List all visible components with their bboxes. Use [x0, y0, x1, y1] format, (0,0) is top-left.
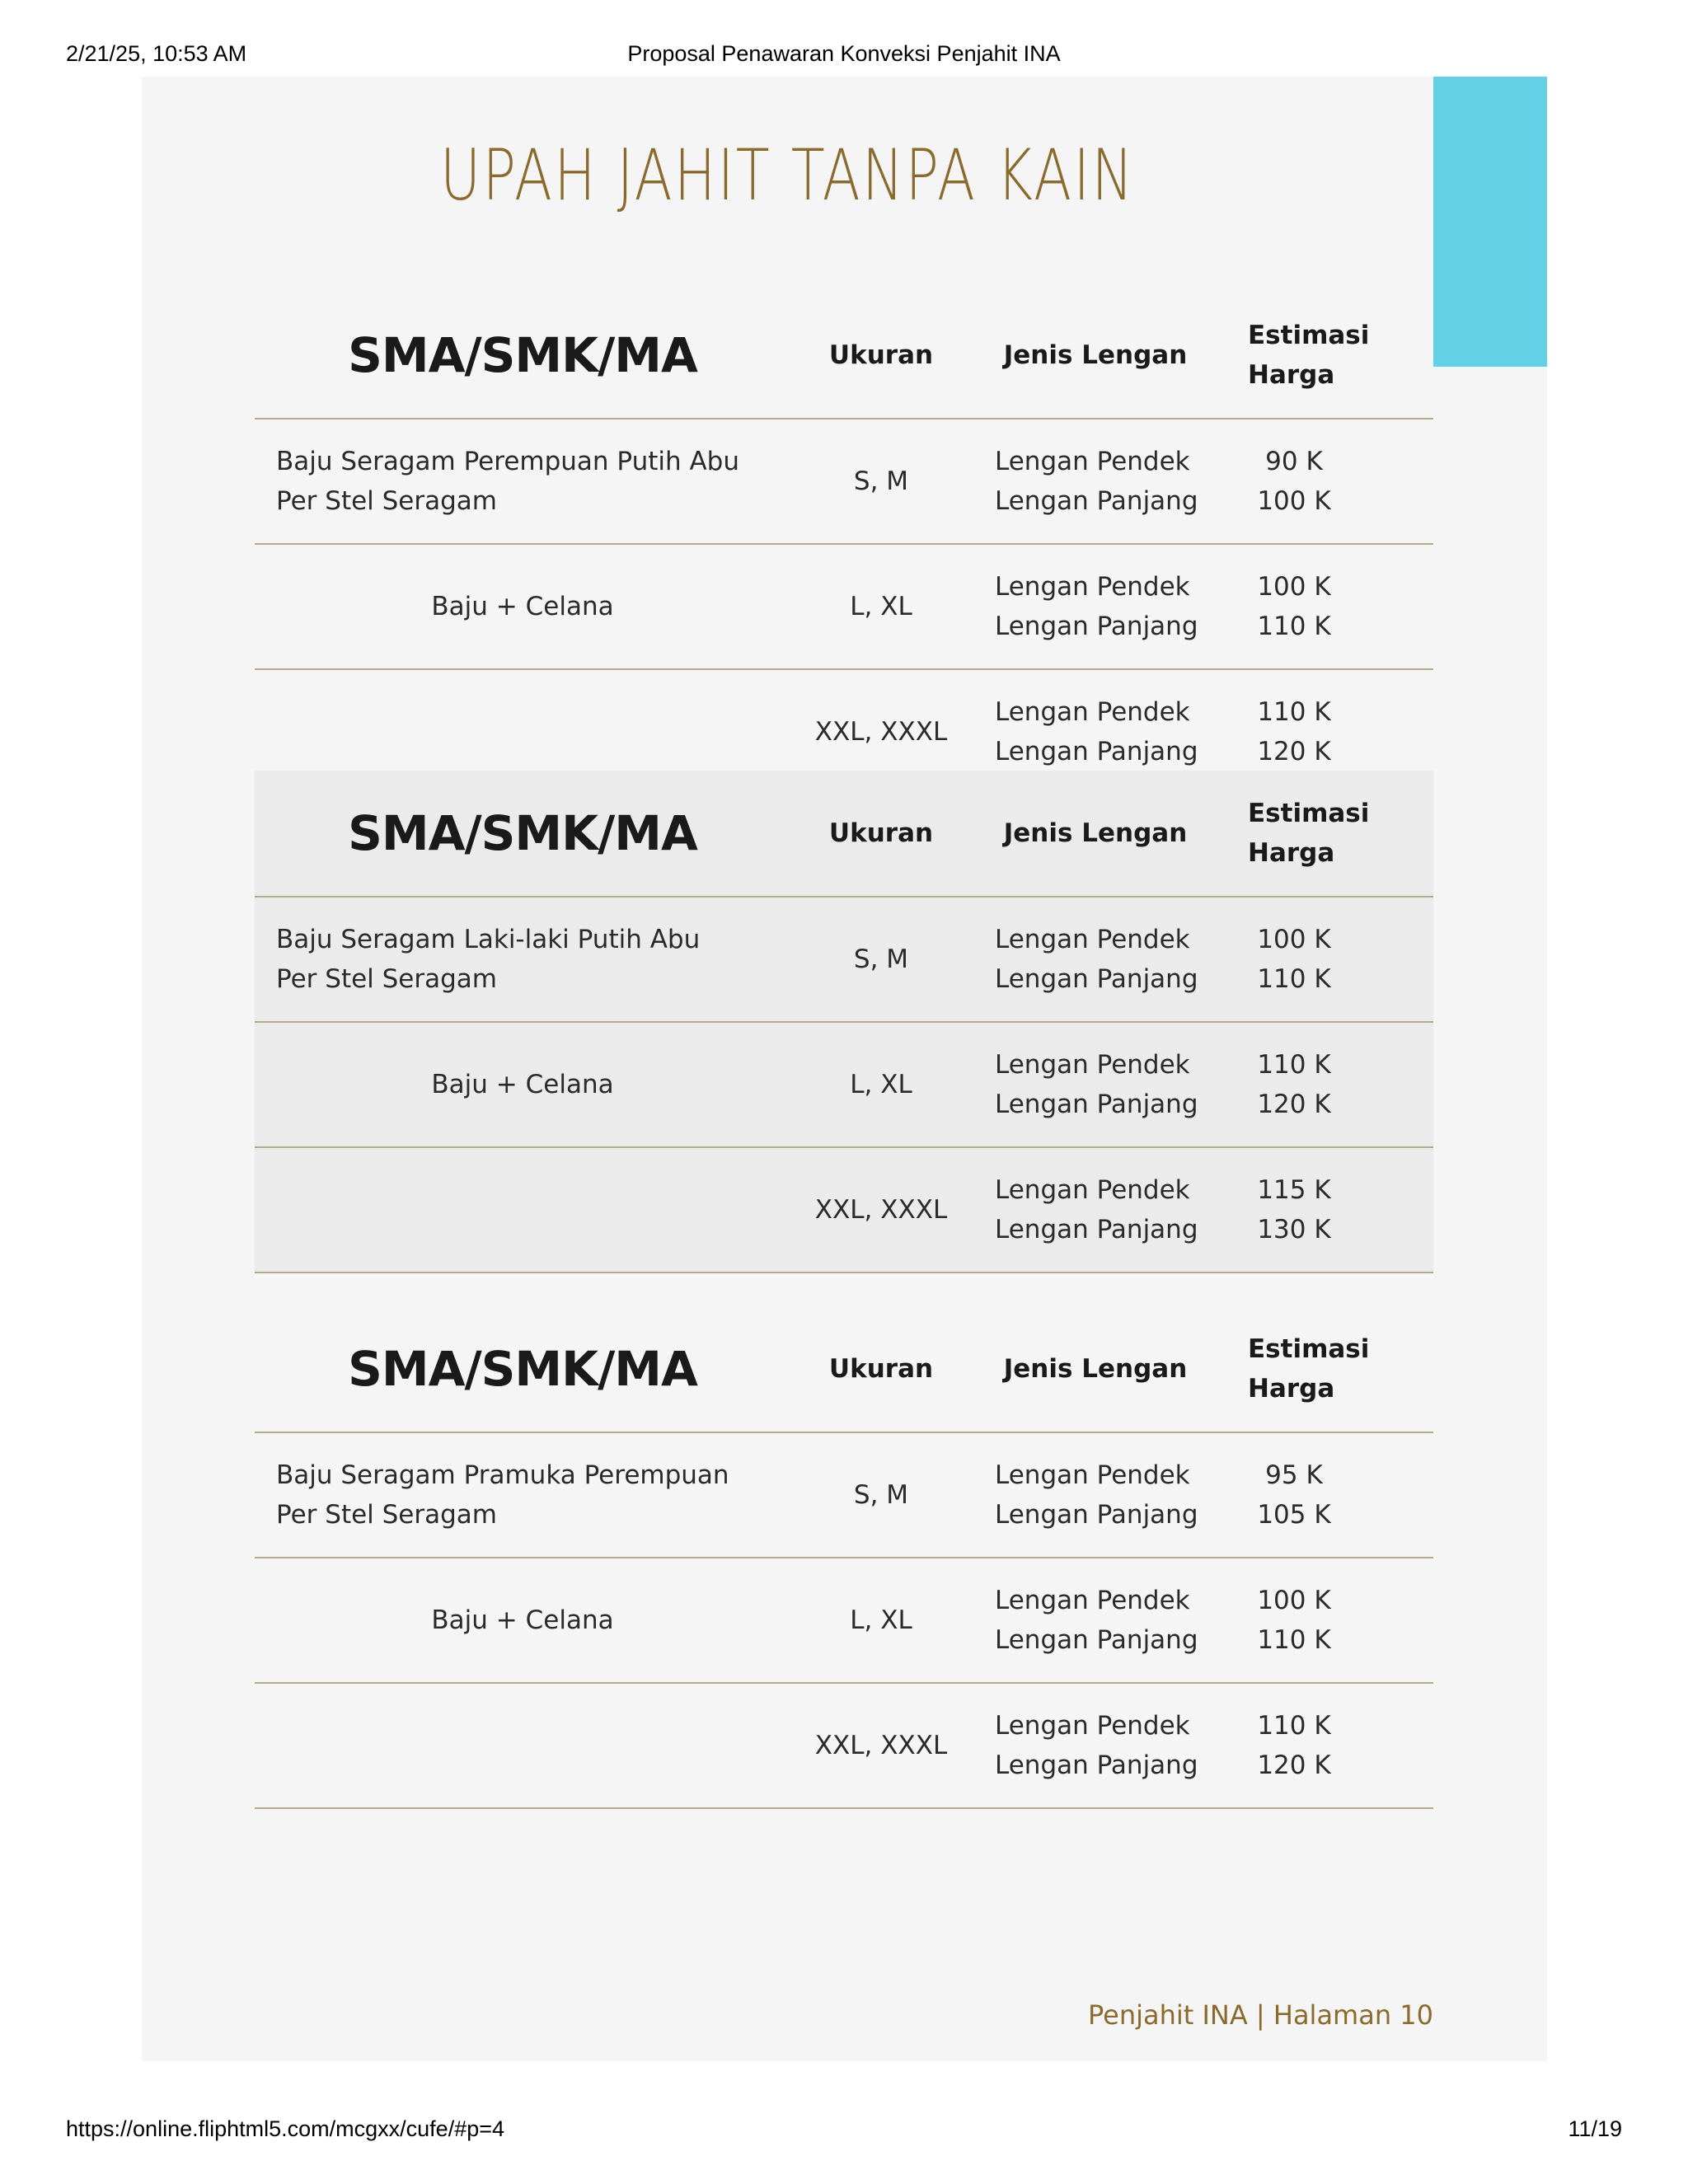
row-ukuran: S, M	[853, 1480, 909, 1510]
row-jenis-lengan: Lengan Pendek Lengan Panjang	[995, 572, 1198, 641]
table-row	[255, 545, 1433, 670]
print-doc-title: Proposal Penawaran Konveksi Penjahit INA	[627, 41, 1061, 66]
row-harga: 90 K 100 K	[1257, 447, 1331, 516]
print-page-number: 11/19	[1568, 2116, 1622, 2141]
category-heading: SMA/SMK/MA	[348, 805, 697, 861]
row-jenis-lengan: Lengan Pendek Lengan Panjang	[995, 1175, 1198, 1244]
row-ukuran: L, XL	[850, 1605, 912, 1635]
row-description: Baju Seragam Pramuka Perempuan Per Stel Seragam	[276, 1460, 729, 1530]
row-description: Baju + Celana	[431, 1605, 614, 1635]
table-row	[255, 1433, 1433, 1558]
print-header	[0, 41, 1688, 71]
table-row	[255, 1148, 1433, 1273]
row-ukuran: S, M	[853, 944, 909, 974]
row-harga: 110 K 120 K	[1257, 1711, 1331, 1780]
row-description: Baju + Celana	[431, 1070, 614, 1099]
document-page	[142, 77, 1547, 2061]
row-harga: 100 K 110 K	[1257, 925, 1331, 994]
estimasi-harga-heading: Estimasi Harga	[1248, 799, 1370, 868]
page-title: UPAH JAHIT TANPA KAIN	[440, 134, 1135, 217]
print-datetime: 2/21/25, 10:53 AM	[66, 41, 247, 66]
row-description: Baju + Celana	[431, 592, 614, 621]
row-ukuran: XXL, XXXL	[814, 717, 948, 747]
accent-block	[1433, 77, 1547, 367]
table-row	[255, 898, 1433, 1023]
row-ukuran: L, XL	[850, 592, 912, 621]
ukuran-heading: Ukuran	[828, 340, 934, 370]
jenis-lengan-heading: Jenis Lengan	[1003, 818, 1188, 848]
table-row	[255, 1023, 1433, 1148]
estimasi-harga-heading: Estimasi Harga	[1248, 1334, 1370, 1404]
row-description: Baju Seragam Laki-laki Putih Abu Per Stel Seragam	[276, 925, 701, 994]
row-jenis-lengan: Lengan Pendek Lengan Panjang	[995, 925, 1198, 994]
row-jenis-lengan: Lengan Pendek Lengan Panjang	[995, 1460, 1198, 1530]
row-harga: 110 K 120 K	[1257, 697, 1331, 766]
row-harga: 110 K 120 K	[1257, 1050, 1331, 1119]
table-header	[255, 771, 1433, 898]
row-jenis-lengan: Lengan Pendek Lengan Panjang	[995, 1711, 1198, 1780]
table-row	[255, 419, 1433, 545]
row-ukuran: S, M	[853, 466, 909, 496]
row-ukuran: XXL, XXXL	[814, 1195, 948, 1225]
category-heading: SMA/SMK/MA	[348, 327, 697, 383]
page-footer: Penjahit INA | Halaman 10	[1087, 1999, 1433, 2031]
ukuran-heading: Ukuran	[828, 818, 934, 848]
price-table-2	[255, 771, 1433, 1273]
row-harga: 95 K 105 K	[1257, 1460, 1331, 1530]
row-jenis-lengan: Lengan Pendek Lengan Panjang	[995, 697, 1198, 766]
jenis-lengan-heading: Jenis Lengan	[1003, 340, 1188, 370]
row-harga: 100 K 110 K	[1257, 1586, 1331, 1655]
print-footer	[0, 2116, 1688, 2146]
row-ukuran: L, XL	[850, 1070, 912, 1099]
table-row	[255, 1558, 1433, 1684]
row-ukuran: XXL, XXXL	[814, 1731, 948, 1760]
price-table-3	[255, 1306, 1433, 1809]
row-harga: 100 K 110 K	[1257, 572, 1331, 641]
row-jenis-lengan: Lengan Pendek Lengan Panjang	[995, 1586, 1198, 1655]
table-header	[255, 293, 1433, 419]
category-heading: SMA/SMK/MA	[348, 1341, 697, 1397]
print-url[interactable]: https://online.fliphtml5.com/mcgxx/cufe/#p=4	[66, 2116, 505, 2141]
table-header	[255, 1306, 1433, 1433]
jenis-lengan-heading: Jenis Lengan	[1003, 1354, 1188, 1384]
price-table-1	[255, 293, 1433, 795]
row-description: Baju Seragam Perempuan Putih Abu Per Stel Seragam	[276, 447, 740, 516]
row-jenis-lengan: Lengan Pendek Lengan Panjang	[995, 1050, 1198, 1119]
ukuran-heading: Ukuran	[828, 1354, 934, 1384]
row-harga: 115 K 130 K	[1257, 1175, 1331, 1244]
estimasi-harga-heading: Estimasi Harga	[1248, 321, 1370, 390]
table-row	[255, 1684, 1433, 1809]
row-jenis-lengan: Lengan Pendek Lengan Panjang	[995, 447, 1198, 516]
